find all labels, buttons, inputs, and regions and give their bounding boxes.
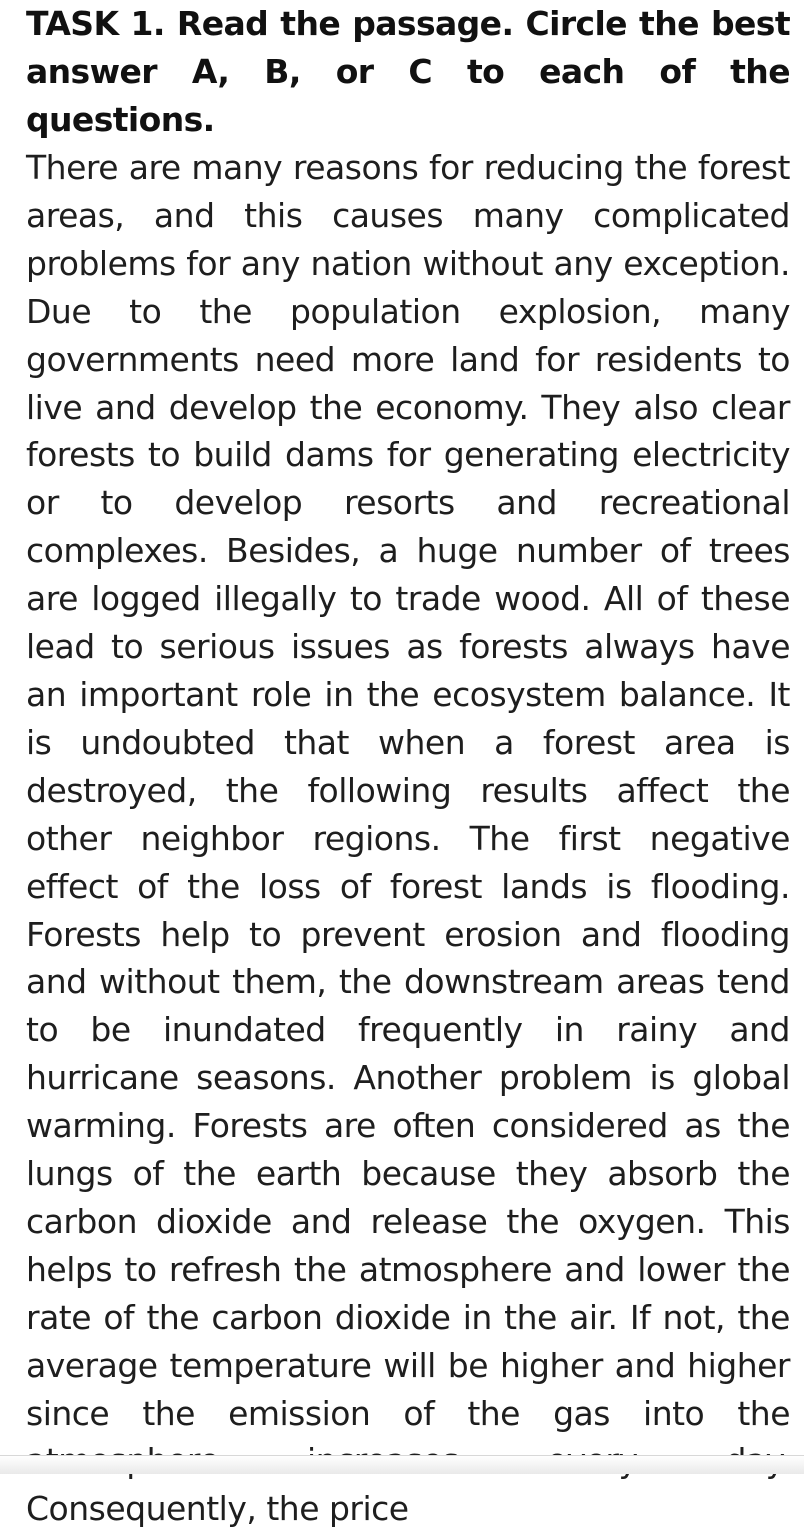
task-heading: TASK 1. Read the passage. Circle the best answer A, B, or C to each of the questions. <box>26 4 790 139</box>
reading-passage: There are many reasons for reducing the forest areas, and this causes many complicated problems for any nation without any exception. Due to the population explosion, many governments need more land for residents to live and develop the economy. They also clear forests to build dams for generating electricity or to develop resorts and recreational complexes. Besides, a huge number of trees are logged illegally to trade wood. All of these lead to serious issues as forests always have an important role in the ecosystem balance. It is undoubted that when a forest area is destroyed, the following results affect the other neighbor regions. The first negative effect of the loss of forest lands is flooding. Forests help to prevent erosion and flooding and without them, the downstream areas tend to be inundated frequently in rainy and hurricane seasons. Another problem is global warming. Forests are often considered as the lungs of the earth because they absorb the carbon dioxide and release the oxygen. This helps to refresh the atmosphere and lower the rate of the carbon dioxide in the air. If not, the average temperature will be higher and higher since the emission of the gas into the Consequently, the price <box>26 148 790 1529</box>
page-bottom-edge <box>0 1455 804 1474</box>
document-body <box>26 0 790 1533</box>
